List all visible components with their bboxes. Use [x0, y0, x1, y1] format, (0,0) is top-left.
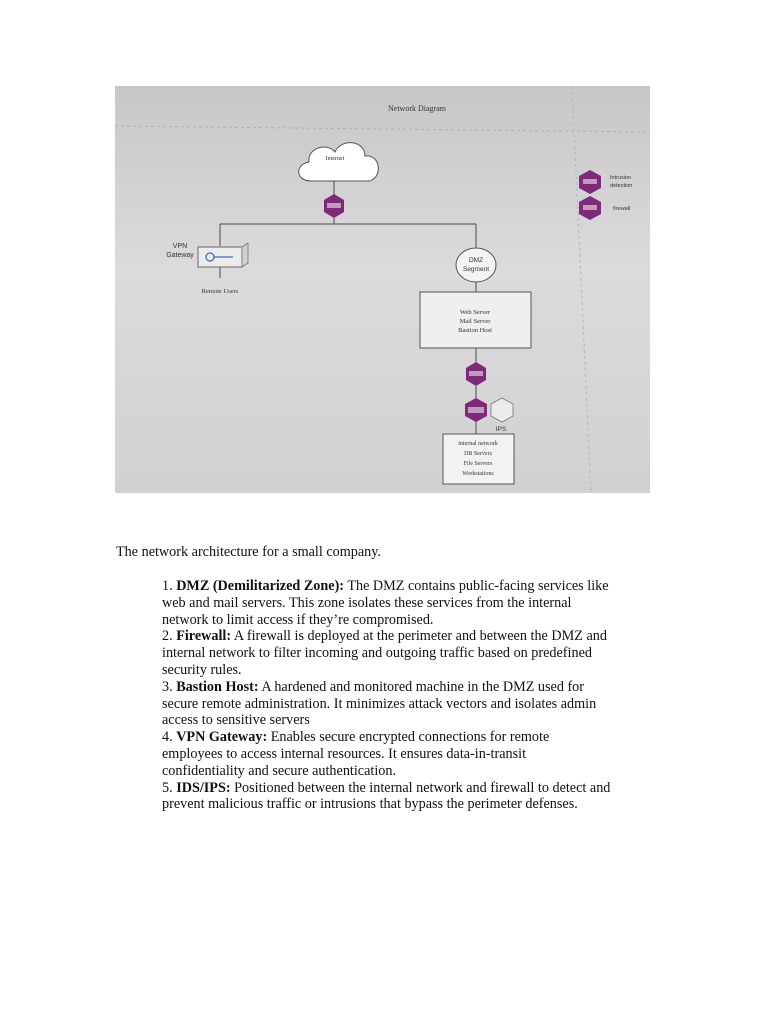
item-text: internal network to filter incoming and outgoing traffic based on predefined [162, 645, 592, 662]
item-text: network to limit access if they’re compromised. [162, 611, 434, 628]
item-text: access to sensitive servers [162, 712, 310, 729]
list-item [162, 628, 662, 678]
dmz-label-line1: DMZ [468, 257, 484, 264]
diagram-title: Network Diagram [388, 104, 446, 113]
ids-glyph [468, 407, 484, 413]
legend-label-line1: Intrusion [610, 175, 632, 181]
dmz-label-line2: Segment [462, 266, 490, 273]
item-term: Bastion Host: [176, 678, 259, 695]
list-item [162, 780, 662, 814]
item-number: 5. [162, 779, 173, 796]
vpn-label-line1: VPN [172, 243, 188, 250]
document-caption: The network architecture for a small company. [116, 544, 381, 560]
item-text: employees to access internal resources. It ensures data-in-transit [162, 745, 527, 762]
item-text: A firewall is deployed at the perimeter and between the DMZ and [231, 628, 607, 645]
item-term: DMZ (Demilitarized Zone): [176, 578, 345, 594]
item-number: 1. [162, 578, 173, 594]
internal-box-line: DB Servers [464, 451, 492, 457]
item-number: 2. [162, 628, 173, 645]
legend-label-line1: firewall [613, 206, 631, 212]
numbered-list [162, 578, 662, 813]
item-term: Firewall: [176, 628, 232, 645]
top-firewall-glyph [327, 203, 341, 208]
legend-router-glyph [583, 205, 597, 210]
network-diagram-photo [115, 86, 650, 493]
internet-label: Internet [325, 156, 345, 162]
item-term: IDS/IPS: [176, 779, 231, 796]
item-text: Enables secure encrypted connections for remote [267, 729, 550, 746]
internal-box-line: File Servers [463, 461, 493, 467]
list-item [162, 578, 662, 628]
dmz-box-line: Web Server [459, 309, 491, 316]
photo-background [115, 86, 650, 493]
dmz-box-line: Mail Server [459, 318, 491, 325]
legend-label-line2: detection [610, 183, 633, 189]
vpn-label-line2: Gateway [166, 252, 194, 259]
internal-box-line: Workstations [462, 471, 494, 477]
list-item [162, 729, 662, 779]
item-text: The DMZ contains public-facing services like [344, 578, 609, 594]
internal-box-line: internal network [458, 441, 498, 447]
item-number: 3. [162, 678, 173, 695]
dmz-segment-node [456, 248, 496, 282]
item-text: Positioned between the internal network and firewall to detect and [230, 779, 611, 796]
ips-label: IPS [495, 426, 507, 433]
item-text: web and mail servers. This zone isolates these services from the internal [162, 594, 572, 611]
dmz-firewall-glyph [469, 371, 483, 376]
vpn-gateway-box-side [242, 243, 248, 267]
item-number: 4. [162, 729, 173, 746]
remote-users-label: Remote Users [201, 288, 239, 295]
list-item [162, 679, 662, 729]
item-text: A hardened and monitored machine in the DMZ used for [258, 678, 585, 695]
item-text: secure remote administration. It minimizes attack vectors and isolates admin [162, 695, 597, 712]
item-text: prevent malicious traffic or intrusions that bypass the perimeter defenses. [162, 796, 578, 813]
legend-router-glyph [583, 179, 597, 184]
dmz-box-line: Bastion Host [458, 327, 492, 334]
item-term: VPN Gateway: [176, 729, 268, 746]
item-text: security rules. [162, 661, 242, 678]
item-text: confidentiality and secure authentication. [162, 762, 397, 779]
